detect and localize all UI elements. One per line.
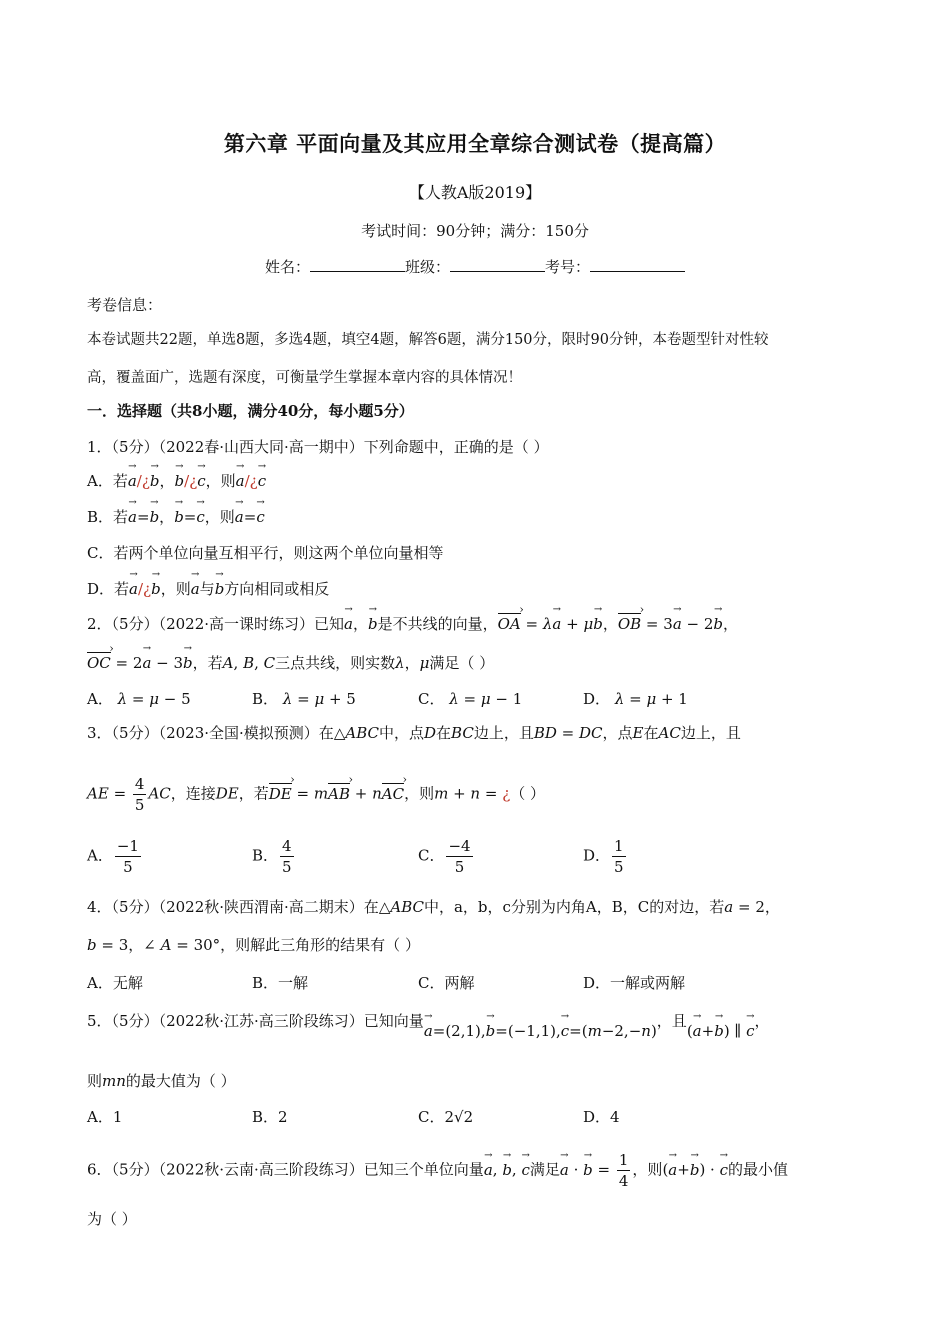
edition-label: 【人教A版2019】 [408, 183, 542, 202]
q4-option-a: A．无解 [87, 974, 143, 992]
q5-stem-line2: 则mn的最大值为（ ） [87, 1072, 236, 1090]
class-blank[interactable] [450, 257, 545, 272]
q6-stem-line2: 为（ ） [87, 1210, 137, 1228]
frac-ae: $\frac{4}{5}$ [134, 775, 145, 814]
q1-option-d: D．若a →/¿b →，则a →与b →方向相同或相反 [87, 578, 329, 599]
q5-option-a: A．1 [87, 1108, 123, 1126]
q2-stem: 2．（5分）（2022·高一课时练习）已知a →，b →是不共线的向量，OA › = λa → + μb →，OB › = 3a → − 2b →， [87, 613, 738, 634]
q2-option-c: C． λ = μ − 1 [418, 690, 523, 708]
q2-stem-line2: OC › = 2a → − 3b →，若A, B, C三点共线，则实数λ，μ满足（ ） [87, 652, 494, 673]
q2-option-a: A． λ = μ − 5 [87, 690, 191, 708]
info-text-1: 本卷试题共22题，单选8题，多选4题，填空4题，解答6题，满分150分，限时90分钟，本卷题型针对性较 [87, 332, 769, 348]
q4-option-c: C．两解 [418, 974, 475, 992]
q2-option-d: D． λ = μ + 1 [583, 690, 688, 708]
name-blank[interactable] [310, 257, 405, 272]
q3-option-d: D． $\frac{1}{5}$ [583, 837, 624, 876]
name-label: 姓名： [264, 258, 310, 276]
q1-option-b: B．若a →=b →，b →=c →，则a →=c → [87, 506, 265, 527]
id-blank[interactable] [590, 257, 685, 272]
section-heading: 一．选择题（共8小题，满分40分，每小题5分） [87, 402, 414, 420]
q3-option-b: B． $\frac{4}{5}$ [252, 837, 292, 876]
q4-option-d: D．一解或两解 [583, 974, 686, 992]
q4-option-b: B．一解 [252, 974, 309, 992]
q6-stem: 6．（5分）（2022秋·云南·高三阶段练习）已知三个单位向量a →, b →, c →满足a → · b → = $\frac{1}{4}$ ，则(a →+b →) · c →的最小值 [87, 1150, 788, 1191]
q4-stem: 4．（5分）（2022秋·陕西渭南·高二期末）在△ABC中，a，b，c分别为内角A，B，C的对边，若a = 2， [87, 898, 780, 916]
q5-option-d: D．4 [583, 1108, 620, 1126]
q1-stem: 1．（5分）（2022春·山西大同·高一期中）下列命题中，正确的是（ ） [87, 438, 549, 456]
q5-stem: 5．（5分）（2022秋·江苏·高三阶段练习）已知向量a →=(2,1),b →=(−1,1),c →=(m−2,−n)，且(a →+b →) ∥ c →， [87, 1010, 770, 1031]
q3-option-a: A． $\frac{-1}{5}$ [87, 837, 139, 876]
q5-option-b: B．2 [252, 1108, 288, 1126]
q3-option-c: C． $\frac{-4}{5}$ [418, 837, 471, 876]
q1-option-c: C．若两个单位向量互相平行，则这两个单位向量相等 [87, 544, 444, 562]
id-label: 考号： [545, 258, 591, 276]
info-text-2: 高，覆盖面广，选题有深度，可衡量学生掌握本章内容的具体情况！ [87, 370, 522, 386]
q3-stem: 3．（5分）（2023·全国·模拟预测）在△ABC中，点D在BC边上，且BD = DC，点E在AC边上，且 [87, 724, 741, 742]
q2-option-b: B． λ = μ + 5 [252, 690, 356, 708]
class-label: 班级： [404, 258, 450, 276]
student-info-line [0, 256, 950, 277]
q3-stem-line2: AE = $\frac{4}{5}$ AC，连接DE，若DE › = mAB › + nAC ›，则m + n = ¿（ ） [87, 774, 545, 815]
info-heading: 考卷信息： [87, 296, 163, 314]
page-title: 第六章 平面向量及其应用全章综合测试卷（提高篇） [223, 131, 727, 156]
q5-option-c: C．2√2 [418, 1108, 474, 1126]
q4-stem-line2: b = 3，∠ A = 30°，则解此三角形的结果有（ ） [87, 936, 420, 954]
exam-time: 考试时间：90分钟；满分：150分 [361, 222, 589, 240]
q1-option-a: A．若a →/¿b →，b →/¿c →，则a →/¿c → [87, 470, 266, 491]
